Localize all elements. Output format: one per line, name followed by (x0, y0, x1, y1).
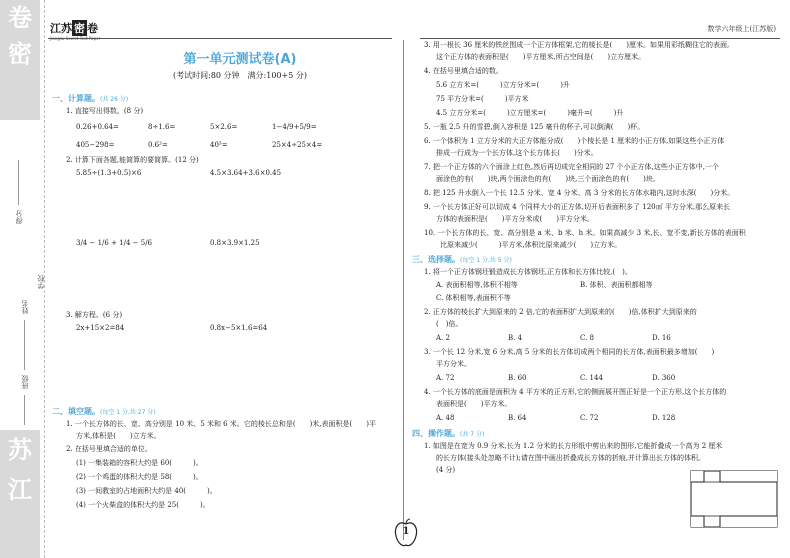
calc-item: 0.6²= (148, 141, 168, 149)
choice-option: A. 72 (436, 374, 455, 382)
choice-option: D. 128 (652, 414, 676, 422)
question-text: 5. 一瓶 2.5 升的雪碧,倒入容积是 125 毫升的杯子,可以倒满( )杯。 (424, 123, 645, 131)
choice-option: A. 48 (436, 414, 455, 422)
calc-item: 5.85÷(1.3+0.5)×6 (76, 169, 142, 177)
question-text: 1. 直接写出得数。(8 分) (66, 107, 144, 115)
convert-item: 5.6 立方米=( )立方分米=( )升 (436, 81, 571, 89)
strip-top-band (0, 0, 40, 120)
question-text: 比原来减少( )平方米,体积比原来减少( )立方米。 (440, 241, 622, 249)
unit-item: (4) 一个火柴盒的体积大约是 25( )。 (76, 501, 210, 509)
question-text: 2. 正方体的棱长扩大到原来的 2 倍,它的表面积扩大到原来的( )倍,体积扩大到原来的 (424, 308, 697, 316)
question-text: 1. 将一个正方体钢坯锻造成长方体钢坯,正方体和长方体比较,( )。 (424, 268, 632, 276)
convert-item: 4.5 立方分米=( )立方厘米=( )毫升=( )升 (436, 109, 624, 117)
header-rule-left (48, 38, 392, 39)
section-title: 二、填空题。 (52, 407, 100, 416)
question-text: 排成一行成为一个长方体,这个长方体长( )分米。 (436, 149, 598, 157)
unit-item: (3) 一间教室的占地面积大约是 40( )。 (76, 487, 217, 495)
exam-info: (考试时间:80 分钟 满分:100+5 分) (173, 71, 307, 80)
section-heading-operate (412, 428, 484, 439)
logo-mark: 密 (74, 22, 85, 35)
column-divider (403, 40, 404, 540)
question-text: 的长方体(接头处忽略不计);请在图中画出折叠成长方体的折痕,并计算出长方体的体积。 (436, 454, 706, 462)
calc-item: 0.8×3.9×1.25 (210, 239, 260, 247)
question-text: 方米,体积是( )立方米。 (76, 432, 161, 440)
class-label: 班级 (21, 375, 29, 389)
strip-char: 苏 (8, 436, 32, 464)
section-points: (每空 1 分,共 5 分) (460, 257, 512, 264)
header-rule-right (420, 38, 780, 39)
choice-option: B. 体积、表面积都相等 (580, 281, 653, 289)
calc-item: 25×4÷25×4= (272, 141, 323, 149)
question-text: 方体的表面积是( )平方分米或( )平方分米。 (436, 215, 594, 223)
question-text: 4. 在括号里填合适的数。 (424, 67, 503, 75)
question-text: 3. 一个长 12 分米,宽 6 分米,高 5 分米的长方体切成两个相同的长方体,表面积最多增加( ) (424, 348, 715, 356)
question-text: 3. 解方程。(6 分) (66, 311, 123, 319)
unit-item: (1) 一集装箱的容积大约是 60( )。 (76, 459, 203, 467)
question-text: 2. 计算下面各题,能简算的要简算。(12 分) (66, 156, 199, 164)
question-text: ( )倍。 (436, 320, 463, 328)
section-title: 三、选择题。 (412, 255, 460, 264)
strip-char: 江 (8, 476, 32, 504)
choice-option: C. 体积相等,表面积不等 (436, 294, 511, 302)
question-text: 平方分米。 (436, 360, 471, 368)
equation-item: 0.8x−5×1.6=64 (210, 324, 268, 332)
calc-item: 4.5×3.64+3.6×0.45 (210, 169, 282, 177)
section-heading-calc (52, 93, 128, 104)
question-text: 10. 一个长方体的长、宽、高分别是 a 米、b 米、h 米。如果高减少 3 米,长、宽不变,新长方体的表面积 (424, 229, 746, 237)
question-text: 1. 如图是在宽为 0.9 分米,长为 1.2 分米的长方形纸中剪出来的图形,它能折叠成一个高为 2 厘米 (424, 442, 723, 450)
score-label: 得分 (15, 210, 23, 224)
question-text: 1. 一个长方体的长、宽、高分别是 10 米、5 米和 6 米。它的棱长总和是( )米,表面积是( )平 (66, 420, 376, 428)
question-text: 表面积是( )平方米。 (436, 400, 512, 408)
question-text: 6. 一个体积为 1 立方分米的大正方体能分成( )个棱长是 1 厘米的小正方体,如果这些小正方体 (424, 137, 725, 145)
section-title: 四、操作题。 (412, 429, 460, 438)
section-points: (共 26 分) (100, 96, 129, 103)
net-diagram (690, 470, 778, 528)
score-line (18, 160, 19, 205)
calc-item: 8÷1.6= (148, 123, 176, 131)
name-line (24, 320, 25, 370)
choice-option: B. 64 (508, 414, 527, 422)
unit-item: (2) 一个鸡蛋的体积大约是 58( )。 (76, 473, 203, 481)
choice-option: A. 表面积相等,体积不相等 (436, 281, 518, 289)
section-title: 一、计算题。 (52, 94, 100, 103)
choice-option: C. 144 (580, 374, 603, 382)
strip-char: 密 (8, 40, 32, 68)
section-heading-fill (52, 406, 156, 417)
school-label: 学校 (37, 275, 45, 289)
convert-item: 75 平方分米=( )平方米 (436, 95, 529, 103)
binding-line (44, 0, 45, 558)
question-text: 3. 用一根长 36 厘米的铁丝围成一个正方体框架,它的棱长是( )厘米。如果用彩纸糊住它的表面, (424, 41, 730, 49)
calc-item: 0.26+0.64= (76, 123, 119, 131)
question-text: 面涂色的有( )块,两个面涂色的有( )块,三个面涂色的有( )块。 (436, 175, 660, 183)
class-line (24, 395, 25, 425)
calc-item: 5×2.6= (210, 123, 238, 131)
choice-option: C. 72 (580, 414, 599, 422)
question-text: 8. 把 125 升水倒入一个长 12.5 分米、宽 4 分米、高 3 分米的长方体水箱内,这时水深( )分米。 (424, 189, 735, 197)
question-text: 2. 在括号里填合适的单位。 (66, 445, 152, 453)
choice-option: D. 16 (652, 334, 671, 342)
question-text: (4 分) (436, 466, 456, 474)
section-points: (每空 1 分,共 27 分) (100, 409, 156, 416)
equation-item: 2x+15×2=84 (76, 324, 125, 332)
calc-item: 1−4/9+5/9= (272, 123, 317, 131)
section-heading-choice (412, 254, 512, 265)
page-title: 第一单元测试卷(A) (183, 52, 297, 67)
strip-bottom-band (0, 430, 40, 558)
choice-option: D. 360 (652, 374, 676, 382)
question-text: 7. 把一个正方体的六个面涂上红色,然后再切成完全相同的 27 个小正方体,这些小正方体中,一个 (424, 163, 719, 171)
question-text: 9. 一个长方体正好可以切成 4 个同样大小的正方体,切开后表面积多了 120㎠ 平方分米,那么原来长 (424, 203, 731, 211)
strip-char: 卷 (8, 4, 32, 32)
choice-option: A. 2 (436, 334, 450, 342)
calc-item: 3/4 − 1/6 + 1/4 − 5/6 (76, 239, 153, 247)
choice-option: B. 4 (508, 334, 523, 342)
page-number: 1 (402, 526, 410, 537)
logo-text-end: 卷 (87, 22, 98, 35)
name-label: 姓名 (21, 300, 29, 314)
logo-text: 江苏 (50, 22, 72, 35)
section-points: (共 7 分) (460, 431, 485, 438)
grade-label: 数学六年级上(江苏版) (707, 25, 776, 33)
choice-option: B. 60 (508, 374, 527, 382)
calc-item: 405−298= (76, 141, 115, 149)
question-text: 这个正方体的表面积是( )平方厘米,所占空间是( )立方厘米。 (436, 53, 646, 61)
question-text: 4. 一个长方体的底面是面积为 4 平方米的正方形,它的侧面展开图正好是一个正方形,这个长方体的 (424, 388, 727, 396)
choice-option: C. 8 (580, 334, 595, 342)
calc-item: 40³= (210, 141, 228, 149)
